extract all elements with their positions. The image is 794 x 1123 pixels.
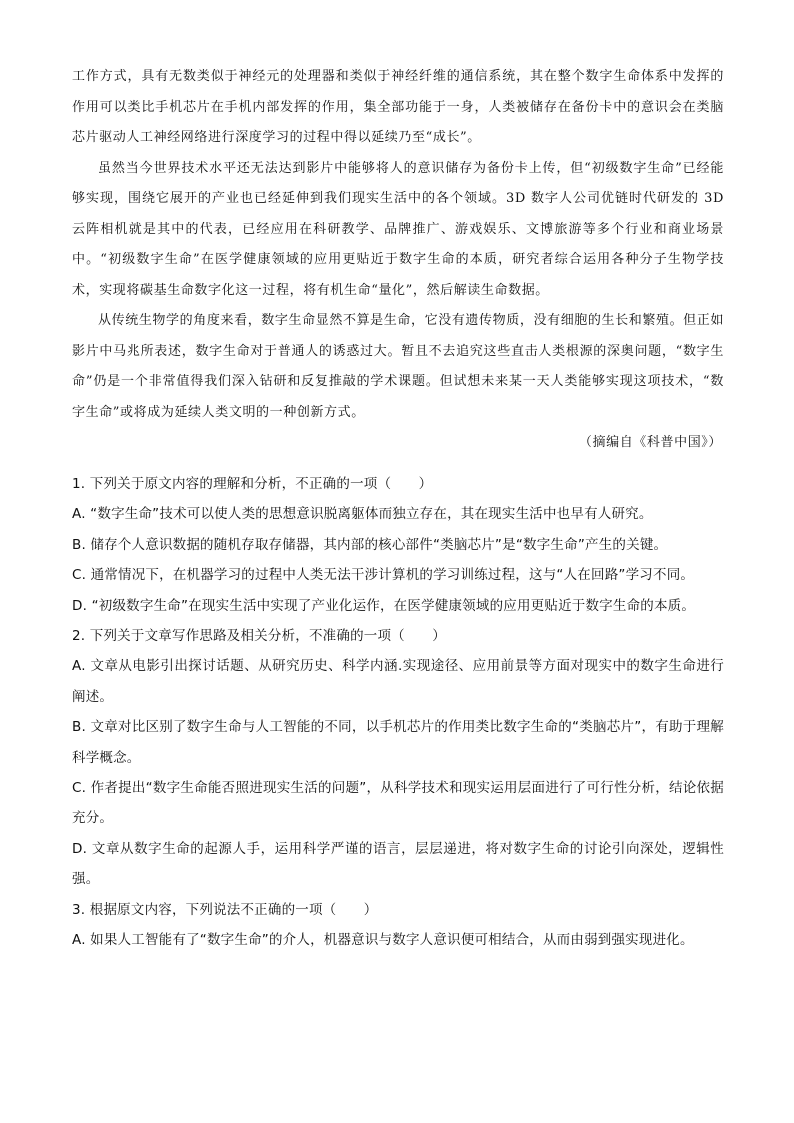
option-b: B. 文章对比区别了数字生命与人工智能的不同，以手机芯片的作用类比数字生命的“类脑芯片”，有助于理解科学概念。 (72, 719, 724, 766)
question-3 (72, 895, 724, 956)
question-stem: 3. 根据原文内容，下列说法不正确的一项（ ） (72, 901, 378, 918)
reading-passage (72, 62, 724, 459)
question-1 (72, 469, 724, 621)
question-list (72, 469, 724, 956)
passage-paragraph: 虽然当今世界技术水平还无法达到影片中能够将人的意识储存为备份卡上传，但“初级数字生命”已经能够实现，围绕它展开的产业也已经延伸到我们现实生活中的各个领域。3D 数字人公司优链时代研发的 3D 云阵相机就是其中的代表，已经应用在科研教学、品牌推广、游戏娱乐、文博旅游等多个行业和商业场景中。“初级数字生命”在医学健康领域的应用更贴近于数字生命的本质，研究者综合运用各种分子生物学技术，实现将碳基生命数字化这一过程，将有机生命“量化”，然后解读生命数据。 (72, 160, 724, 298)
option-a: A. 如果人工智能有了“数字生命”的介人，机器意识与数字人意识便可相结合，从而由弱到强实现进化。 (72, 932, 694, 949)
question-2 (72, 621, 724, 895)
option-b: B. 储存个人意识数据的随机存取存储器，其内部的核心部件“类脑芯片”是“数字生命”产生的关键。 (72, 536, 668, 553)
option-a: A. 文章从电影引出探讨话题、从研究历史、科学内涵.实现途径、应用前景等方面对现实中的数字生命进行阐述。 (72, 658, 724, 705)
question-stem: 1. 下列关于原文内容的理解和分析，不正确的一项（ ） (72, 476, 433, 492)
option-c: C. 作者提出“数字生命能否照进现实生活的问题”，从科学技术和现实运用层面进行了可行性分析，结论依据充分。 (72, 780, 724, 827)
passage-source: （摘编自《科普中国》） (578, 435, 722, 450)
option-a: A. “数字生命”技术可以使人类的思想意识脱离躯体而独立存在，其在现实生活中也早有人研究。 (72, 506, 653, 523)
passage-paragraph: 工作方式，具有无数类似于神经元的处理器和类似于神经纤维的通信系统，其在整个数字生命体系中发挥的作用可以类比手机芯片在手机内部发挥的作用，集全部功能于一身，人类被储存在备份卡中的意识会在类脑芯片驱动人工神经网络进行深度学习的过程中得以延续乃至“成长”。 (72, 69, 724, 145)
passage-paragraph: 从传统生物学的角度来看，数字生命显然不算是生命，它没有遗传物质，没有细胞的生长和繁殖。但正如影片中马兆所表述，数字生命对于普通人的诱惑过大。暂且不去追究这些直击人类根源的深奥问题，“数字生命”仍是一个非常值得我们深入钻研和反复推敲的学术课题。但试想未来某一天人类能够实现这项技术，“数字生命”或将成为延续人类文明的一种创新方式。 (72, 313, 724, 420)
option-c: C. 通常情况下，在机器学习的过程中人类无法干涉计算机的学习训练过程，这与“人在回路”学习不同。 (72, 567, 695, 584)
option-d: D. “初级数字生命”在现实生活中实现了产业化运作，在医学健康领域的应用更贴近于数字生命的本质。 (72, 597, 696, 614)
option-d: D. 文章从数字生命的起源人手，运用科学严谨的语言，层层递进，将对数字生命的讨论引向深处，逻辑性强。 (72, 840, 724, 888)
question-stem: 2. 下列关于文章写作思路及相关分析，不准确的一项（ ） (72, 628, 446, 645)
